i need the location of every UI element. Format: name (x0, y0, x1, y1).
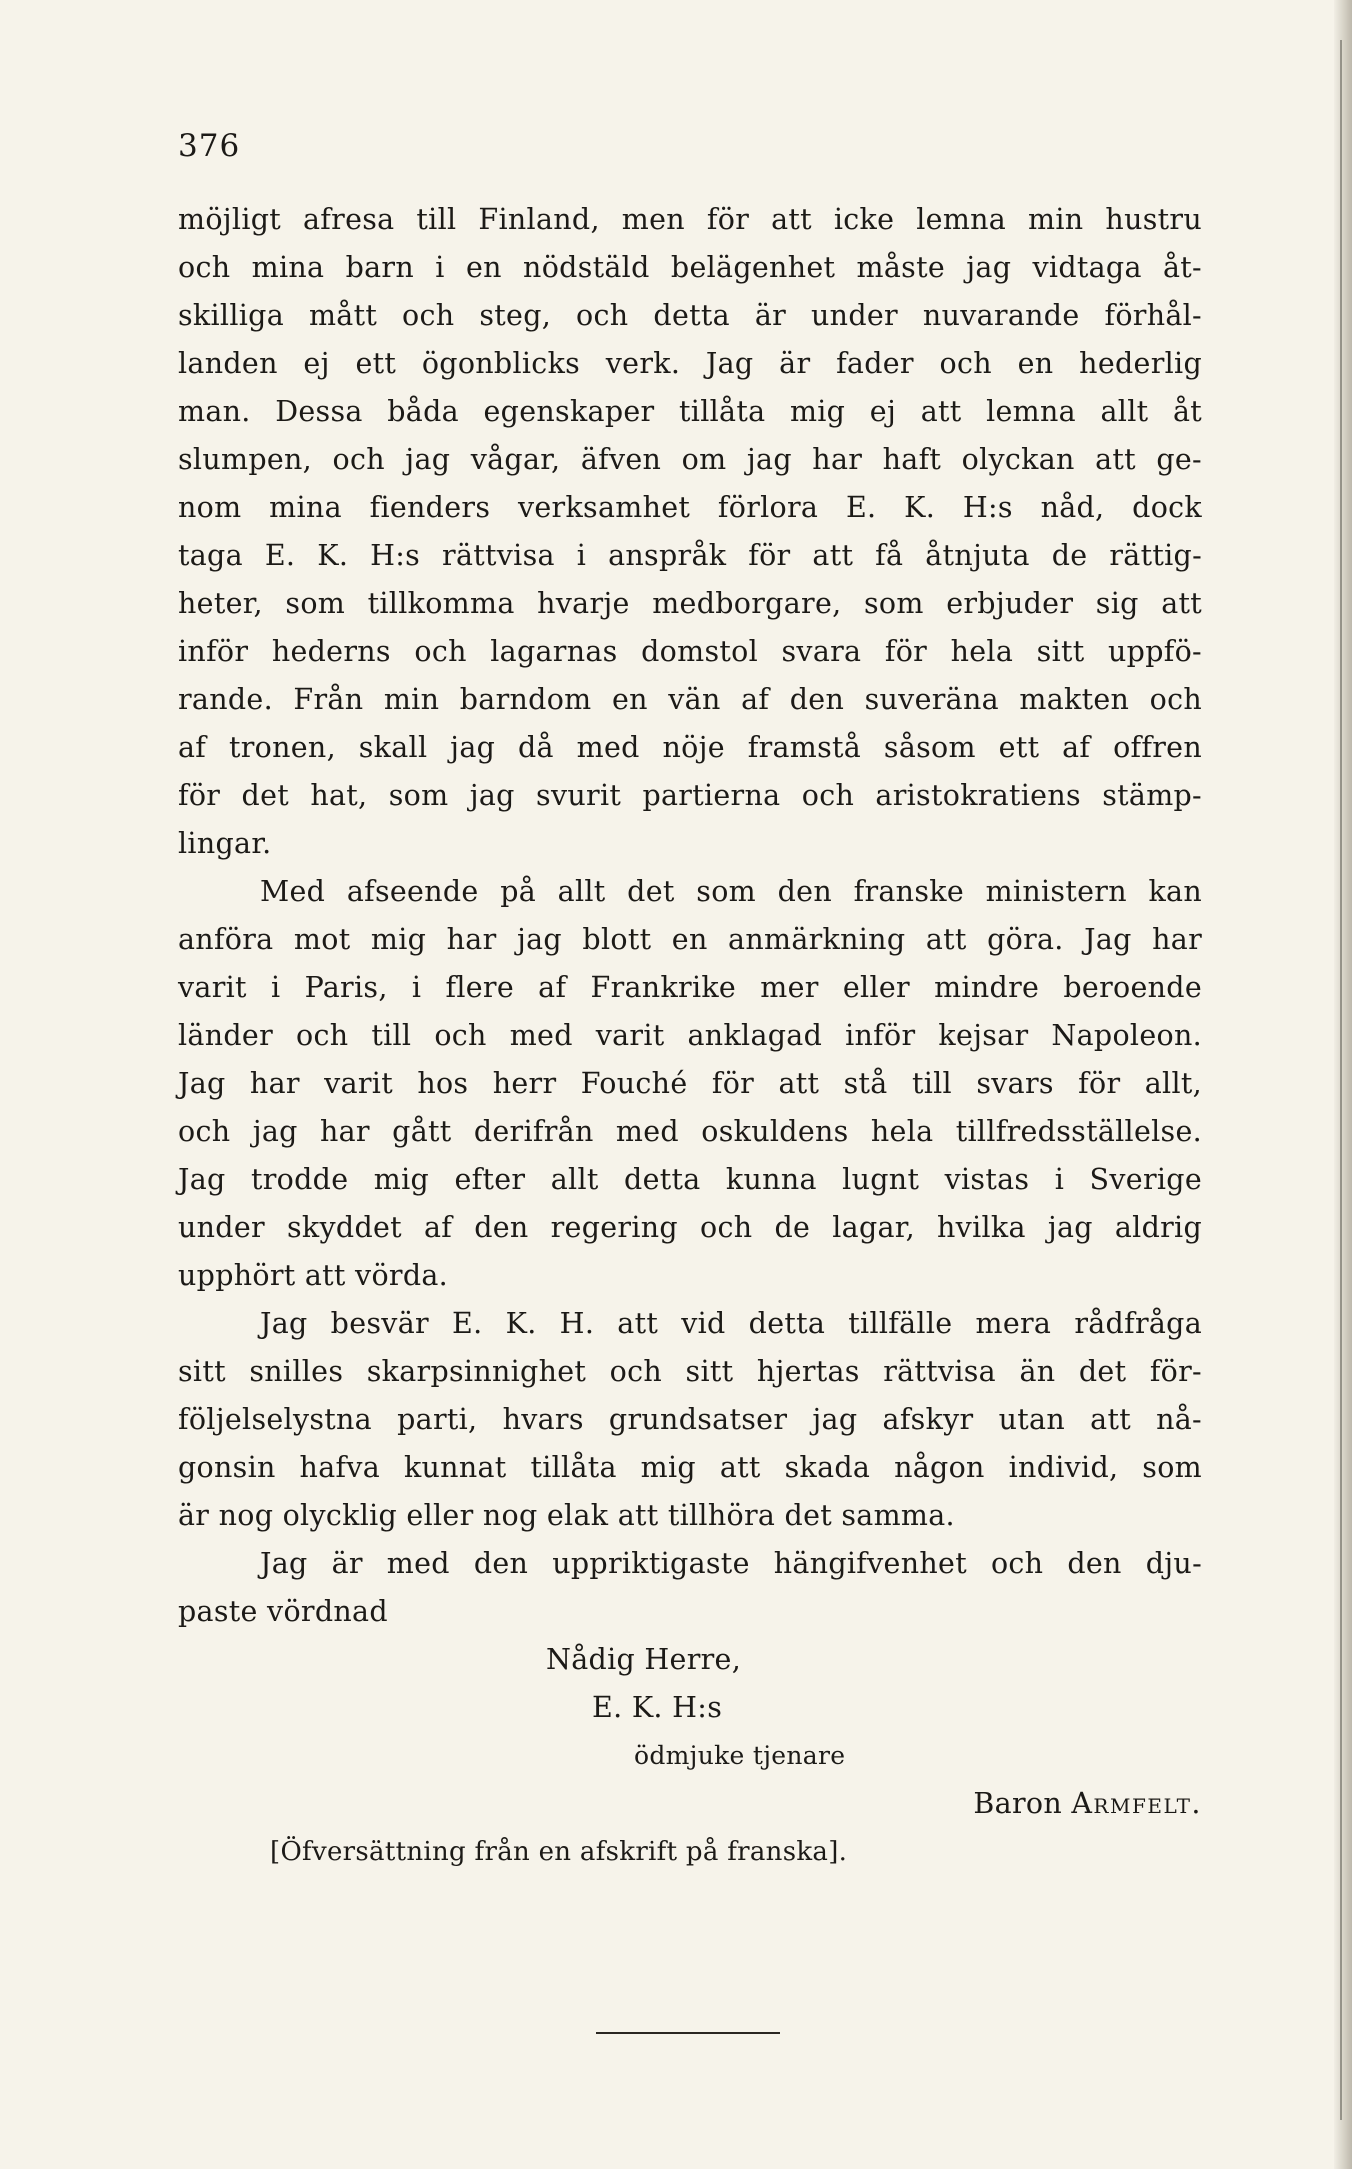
translation-note: [Öfversättning från en afskrift på franska]. (270, 1837, 848, 1867)
paragraph-start-line: Med afseende på allt det som den franske ministern kan (260, 875, 1202, 908)
signature-title: Baron (973, 1787, 1062, 1820)
text-line: möjligt afresa till Finland, men för att icke lemna min hustru (178, 203, 1202, 236)
page-edge-shadow-line (1340, 40, 1342, 2120)
text-line: för det hat, som jag svurit partierna och aristokratiens stämp- (178, 779, 1202, 812)
page-number: 376 (178, 128, 241, 164)
text-line: heter, som tillkomma hvarje medborgare, som erbjuder sig att (178, 587, 1202, 620)
text-line: skilliga mått och steg, och detta är under nuvarande förhål- (178, 299, 1202, 332)
text-line: anföra mot mig har jag blott en anmärkning att göra. Jag har (178, 923, 1202, 956)
signature (178, 1780, 1202, 1828)
text-line: af tronen, skall jag då med nöje framstå såsom ett af offren (178, 731, 1202, 764)
paragraph-start-line: Jag besvär E. K. H. att vid detta tillfälle mera rådfråga (260, 1307, 1202, 1340)
text-line: följelselystna parti, hvars grundsatser jag afskyr utan att nå- (178, 1403, 1202, 1436)
closing-salutation: Nådig Herre, (546, 1643, 742, 1676)
paragraph-start-line: Jag är med den uppriktigaste hängifvenhet och den dju- (260, 1547, 1202, 1580)
text-line: lingar. (178, 827, 272, 860)
text-line: och jag har gått derifrån med oskuldens hela tillfredsställelse. (178, 1115, 1202, 1148)
closing-address: E. K. H:s (592, 1691, 723, 1724)
text-line: och mina barn i en nödstäld belägenhet måste jag vidtaga åt- (178, 251, 1202, 284)
text-line: paste vördnad (178, 1595, 388, 1628)
text-line: slumpen, och jag vågar, äfven om jag har haft olyckan att ge- (178, 443, 1202, 476)
text-line: varit i Paris, i flere af Frankrike mer eller mindre beroende (178, 971, 1202, 1004)
text-line: landen ej ett ögonblicks verk. Jag är fader och en hederlig (178, 347, 1202, 380)
text-line: är nog olycklig eller nog elak att tillhöra det samma. (178, 1499, 955, 1532)
text-line: taga E. K. H:s rättvisa i anspråk för att få åtnjuta de rättig- (178, 539, 1202, 572)
text-line: rande. Från min barndom en vän af den suveräna makten och (178, 683, 1202, 716)
text-line: Jag har varit hos herr Fouché för att stå till svars för allt, (178, 1067, 1202, 1100)
page-edge (1334, 0, 1352, 2169)
closing-servant: ödmjuke tjenare (634, 1741, 846, 1770)
signature-name: Armfelt. (1071, 1787, 1202, 1820)
section-divider (596, 2032, 780, 2034)
text-line: man. Dessa båda egenskaper tillåta mig ej att lemna allt åt (178, 395, 1202, 428)
text-line: Jag trodde mig efter allt detta kunna lugnt vistas i Sverige (178, 1163, 1202, 1196)
text-line: nom mina fienders verksamhet förlora E. K. H:s nåd, dock (178, 491, 1202, 524)
text-line: gonsin hafva kunnat tillåta mig att skada någon individ, som (178, 1451, 1202, 1484)
text-line: inför hederns och lagarnas domstol svara för hela sitt uppfö- (178, 635, 1202, 668)
text-line: upphört att vörda. (178, 1259, 449, 1292)
text-line: sitt snilles skarpsinnighet och sitt hjertas rättvisa än det för- (178, 1355, 1202, 1388)
text-line: under skyddet af den regering och de lagar, hvilka jag aldrig (178, 1211, 1202, 1244)
body-text (178, 196, 1202, 1876)
text-line: länder och till och med varit anklagad inför kejsar Napoleon. (178, 1019, 1202, 1052)
